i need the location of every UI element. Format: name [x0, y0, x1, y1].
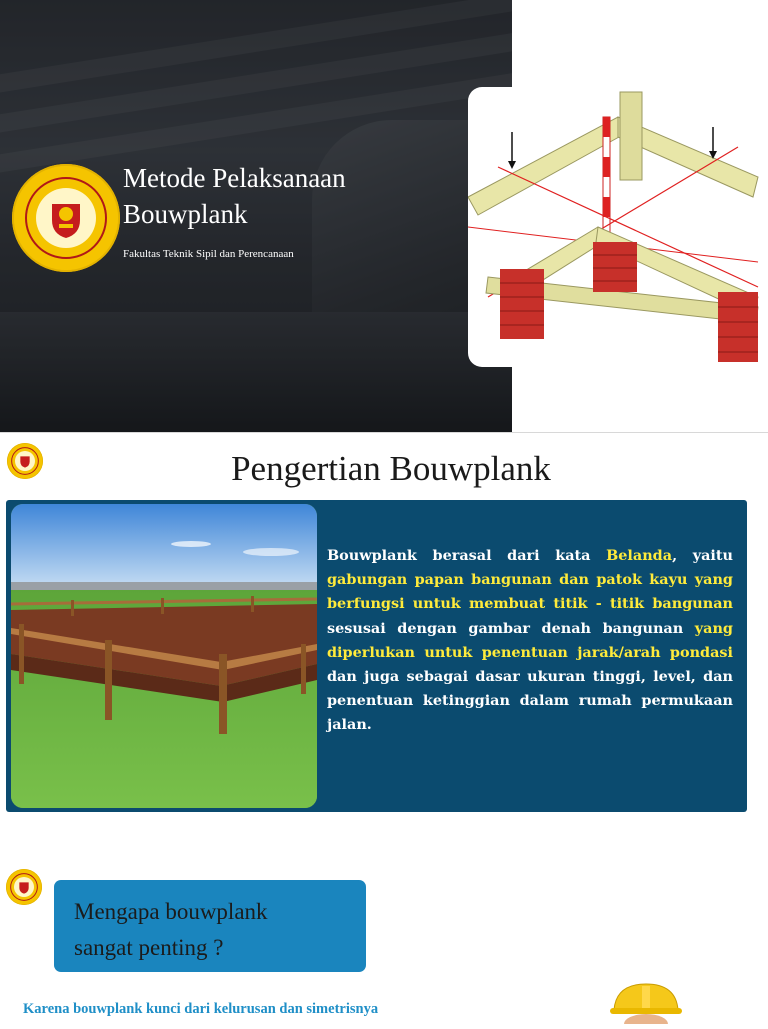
- text-segment: sesusai dengan gambar denah bangunan: [327, 619, 695, 637]
- bouwplank-3d-illustration: [468, 87, 768, 367]
- text-segment: , yaitu: [672, 547, 733, 564]
- presentation-title: [123, 160, 423, 232]
- highlighted-text-segment: yang diperlukan untuk penentuan jarak/arah pondasi: [327, 619, 733, 661]
- university-seal-icon: [12, 164, 120, 272]
- question-box: [54, 880, 366, 972]
- title-line-2: Bouwplank: [123, 199, 248, 229]
- definition-panel: [6, 500, 747, 812]
- highlighted-text-segment: gabungan papan bangunan dan patok kayu yang berfungsi untuk membuat titik - titik bangunan: [327, 571, 733, 613]
- question-line-1: Mengapa bouwplank: [74, 899, 268, 924]
- construction-worker-icon: [606, 980, 686, 1024]
- slide-3: [0, 832, 768, 1024]
- slide-1: [0, 0, 768, 432]
- question-line-2: sangat penting ?: [74, 935, 224, 960]
- bouwplank-field-photo: [11, 504, 317, 808]
- definition-paragraph: [327, 544, 733, 738]
- text-segment: dan juga sebagai dasar ukuran tinggi, level, dan penentuan ketinggian dalam rumah permukaan jalan.: [327, 668, 733, 734]
- question-text: [74, 894, 354, 966]
- answer-text: Karena bouwplank kunci dari kelurusan dan simetrisnya: [23, 1001, 379, 1017]
- slide-2: [0, 432, 768, 833]
- title-line-1: Metode Pelaksanaan: [123, 163, 346, 193]
- university-seal-icon: [6, 869, 42, 905]
- highlighted-text-segment: Belanda: [606, 547, 673, 564]
- faculty-subtitle: Fakultas Teknik Sipil dan Perencanaan: [123, 248, 294, 260]
- text-segment: Bouwplank berasal dari kata: [327, 547, 607, 564]
- slide-title: Pengertian Bouwplank: [231, 449, 551, 488]
